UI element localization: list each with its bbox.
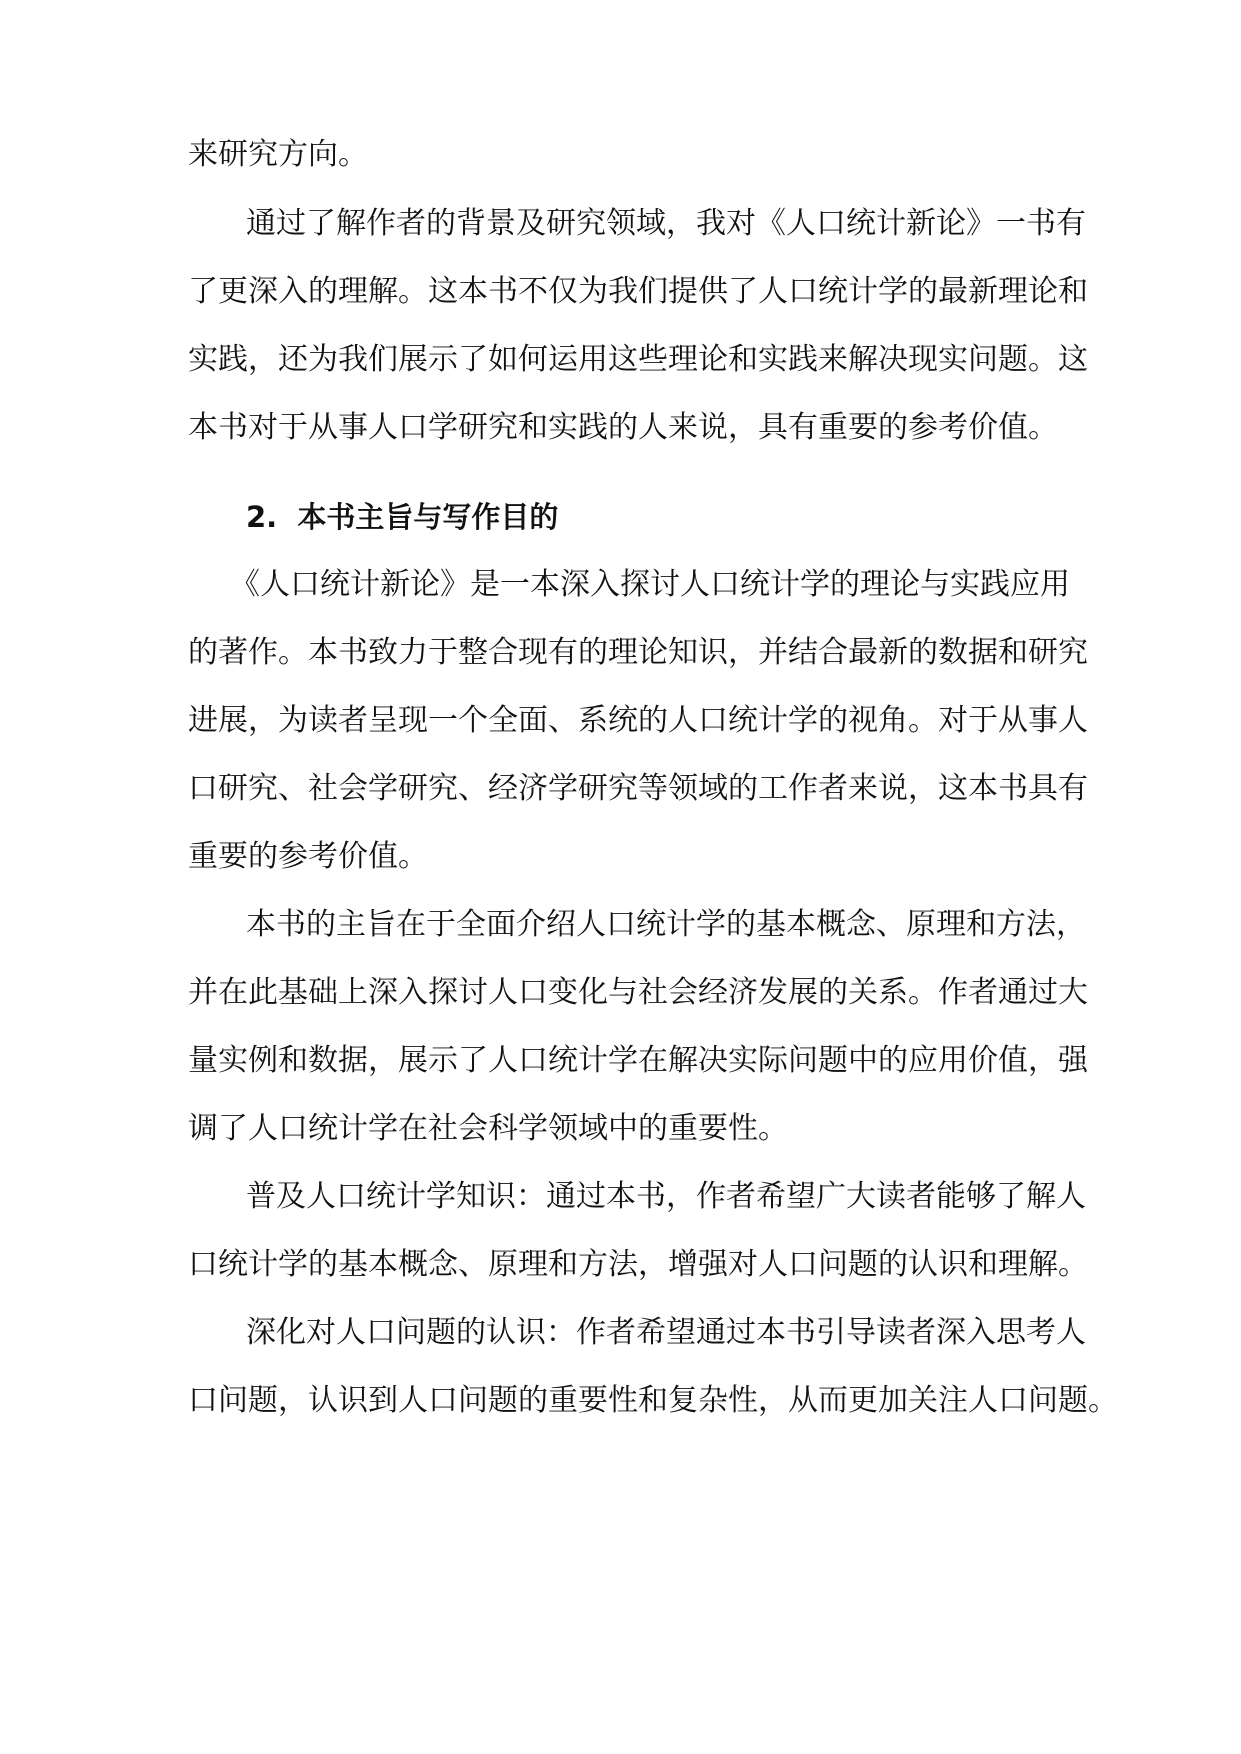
text-line: 量实例和数据，展示了人口统计学在解决实际问题中的应用价值，强 xyxy=(188,1043,1088,1078)
text-line: 通过了解作者的背景及研究领域，我对《人口统计新论》一书有 xyxy=(246,206,1086,241)
paragraph-author-background xyxy=(188,205,1088,446)
text-line: 口问题，认识到人口问题的重要性和复杂性，从而更加关注人口问题。 xyxy=(188,1383,1118,1418)
section-number: 2. xyxy=(246,500,278,534)
text-line: 口研究、社会学研究、经济学研究等领域的工作者来说，这本书具有 xyxy=(188,771,1088,806)
paragraph-deepen-understanding xyxy=(188,1314,1118,1419)
text-line: 重要的参考价值。 xyxy=(188,839,428,874)
paragraph-book-purpose xyxy=(188,906,1088,1147)
section-heading xyxy=(188,499,1058,536)
page-content xyxy=(188,136,1118,1419)
text-line: 进展，为读者呈现一个全面、系统的人口统计学的视角。对于从事人 xyxy=(188,703,1088,738)
section-title: 本书主旨与写作目的 xyxy=(297,500,559,534)
text-line: 的著作。本书致力于整合现有的理论知识，并结合最新的数据和研究 xyxy=(188,635,1088,670)
text-line: 本书的主旨在于全面介绍人口统计学的基本概念、原理和方法， xyxy=(246,907,1086,942)
text-line: 调了人口统计学在社会科学领域中的重要性。 xyxy=(188,1111,788,1146)
text-line: 实践，还为我们展示了如何运用这些理论和实践来解决现实问题。这 xyxy=(188,342,1088,377)
text-line: 深化对人口问题的认识：作者希望通过本书引导读者深入思考人 xyxy=(246,1315,1086,1350)
text-line: 《人口统计新论》是一本深入探讨人口统计学的理论与实践应用 xyxy=(230,567,1070,602)
text-line: 来研究方向。 xyxy=(188,137,368,172)
text-line: 本书对于从事人口学研究和实践的人来说，具有重要的参考价值。 xyxy=(188,410,1058,445)
text-line: 口统计学的基本概念、原理和方法，增强对人口问题的认识和理解。 xyxy=(188,1247,1088,1282)
text-line: 了更深入的理解。这本书不仅为我们提供了人口统计学的最新理论和 xyxy=(188,274,1088,309)
text-line: 并在此基础上深入探讨人口变化与社会经济发展的关系。作者通过大 xyxy=(188,975,1088,1010)
text-line: 普及人口统计学知识：通过本书，作者希望广大读者能够了解人 xyxy=(246,1179,1086,1214)
paragraph-continuation xyxy=(188,136,1058,173)
paragraph-book-overview xyxy=(188,566,1088,875)
paragraph-popularize-knowledge xyxy=(188,1178,1088,1283)
